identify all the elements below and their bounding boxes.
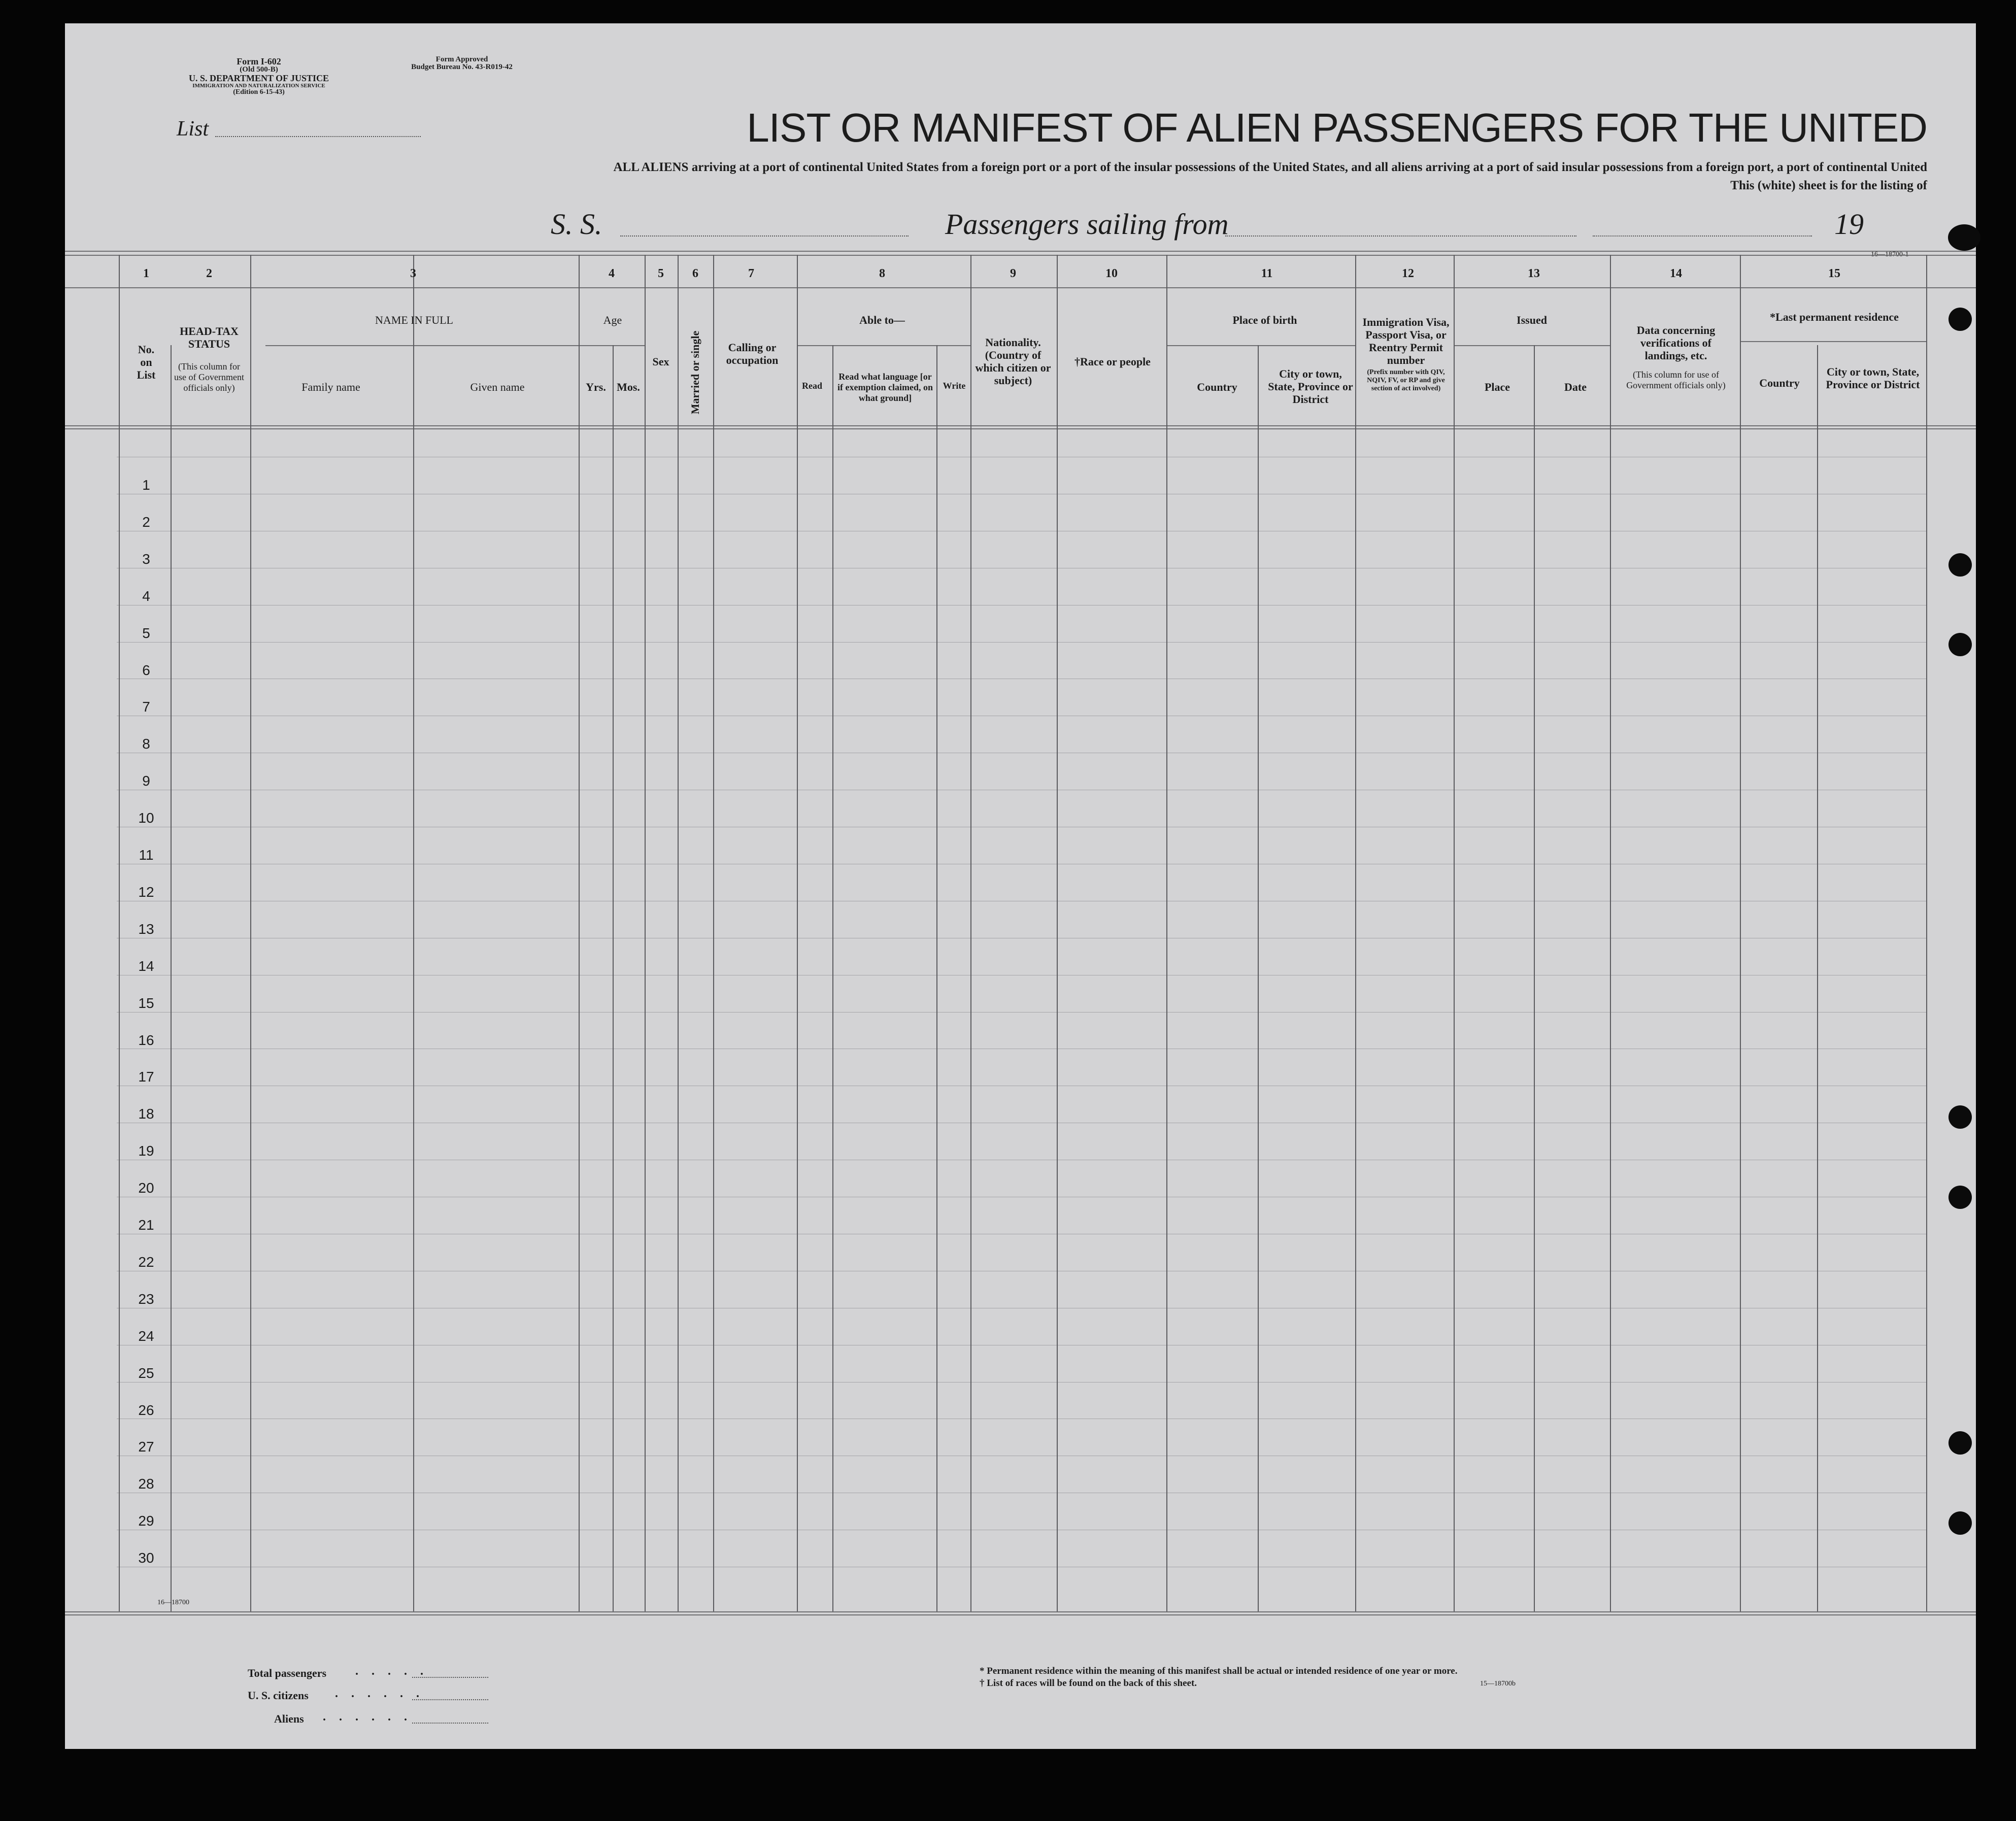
header-issued-date: Date xyxy=(1564,381,1587,393)
header-age: Age xyxy=(603,314,622,326)
aliens-text: Aliens xyxy=(274,1712,304,1725)
row-number: 3 xyxy=(142,551,150,567)
budget-bureau: Budget Bureau No. 43-R019-42 xyxy=(411,63,513,71)
row-number: 8 xyxy=(142,736,150,752)
column-divider xyxy=(1817,345,1818,1611)
header-visa-note: (Prefix number with QIV, NQIV, FV, or RP and give section of act involved) xyxy=(1367,368,1445,392)
column-divider xyxy=(1454,255,1455,1611)
old-form-number: (Old 500-B) xyxy=(240,65,278,74)
subheader-rule xyxy=(1740,341,1926,342)
row-number: 13 xyxy=(138,921,154,937)
row-number: 22 xyxy=(138,1254,154,1270)
header-yrs: Yrs. xyxy=(586,381,606,393)
row-number: 4 xyxy=(142,588,150,604)
row-number: 28 xyxy=(138,1476,154,1492)
form-code-b: 15—18700b xyxy=(1480,1680,1516,1688)
column-divider xyxy=(970,255,971,1611)
column-number-14: 14 xyxy=(1670,267,1682,280)
header-residence-country: Country xyxy=(1759,377,1800,389)
column-divider xyxy=(413,255,414,1611)
department-name: U. S. DEPARTMENT OF JUSTICE xyxy=(188,73,329,83)
header-birth-city: City or town, State, Province or District xyxy=(1268,367,1353,406)
column-number-13: 13 xyxy=(1528,267,1540,280)
header-name-in-full: NAME IN FULL xyxy=(375,314,453,326)
column-divider xyxy=(119,255,120,1611)
column-divider xyxy=(1057,255,1058,1611)
row-number: 19 xyxy=(138,1143,154,1159)
column-divider xyxy=(936,345,937,1611)
year-prefix: 19 xyxy=(1834,208,1864,241)
row-number: 14 xyxy=(138,958,154,974)
row-number: 5 xyxy=(142,625,150,641)
row-number: 12 xyxy=(138,884,154,900)
sailing-label: Passengers sailing from xyxy=(945,208,1229,241)
row-number: 7 xyxy=(142,699,150,715)
row-number: 9 xyxy=(142,773,150,789)
header-write: Write xyxy=(943,381,966,391)
row-number: 29 xyxy=(138,1513,154,1529)
header-given-name: Given name xyxy=(470,381,525,393)
header-data-note: (This column for use of Government officials only) xyxy=(1626,369,1726,390)
column-divider xyxy=(171,345,172,1611)
column-number-4: 4 xyxy=(609,267,615,280)
header-married: Married or single xyxy=(689,330,701,415)
column-divider xyxy=(579,255,580,1611)
header-head-tax-note: (This column for use of Government officials only) xyxy=(174,361,244,393)
footnote-races: † List of races will be found on the back of this sheet. xyxy=(980,1678,1197,1689)
form-approved: Form Approved xyxy=(435,55,488,63)
us-citizens-field[interactable] xyxy=(412,1688,488,1700)
header-calling: Calling or occupation xyxy=(726,341,779,366)
aliens-field[interactable] xyxy=(412,1711,488,1724)
header-place-of-birth: Place of birth xyxy=(1232,314,1297,326)
row-number: 17 xyxy=(138,1069,154,1085)
header-visa: Immigration Visa, Passport Visa, or Reentry Permit number xyxy=(1362,316,1450,366)
row-number: 11 xyxy=(139,847,154,863)
row-number: 25 xyxy=(138,1365,154,1381)
column-number-8: 8 xyxy=(879,267,885,280)
column-divider xyxy=(1258,345,1259,1611)
header-family-name: Family name xyxy=(301,381,360,393)
row-number: 10 xyxy=(138,810,154,826)
row-rule xyxy=(117,642,1926,643)
header-issued-place: Place xyxy=(1484,381,1510,393)
column-number-rule xyxy=(65,287,1976,288)
header-birth-country: Country xyxy=(1197,381,1237,393)
header-no-on-list: No. on List xyxy=(137,343,156,381)
column-divider xyxy=(613,345,614,1611)
us-citizens-text: U. S. citizens xyxy=(248,1689,309,1702)
service-name: IMMIGRATION AND NATURALIZATION SERVICE xyxy=(192,83,325,89)
row-number: 27 xyxy=(138,1439,154,1455)
header-head-tax: HEAD-TAX STATUS xyxy=(180,325,239,350)
column-number-6: 6 xyxy=(692,267,698,280)
column-divider xyxy=(678,255,679,1611)
header-nationality: Nationality. (Country of which citizen or subject) xyxy=(975,336,1051,387)
subheader-rule xyxy=(797,345,970,346)
header-last-residence: *Last permanent residence xyxy=(1770,311,1899,323)
header-able-to: Able to— xyxy=(859,314,905,326)
row-number: 26 xyxy=(138,1402,154,1418)
us-citizens-label xyxy=(248,1689,309,1702)
header-race: †Race or people xyxy=(1074,355,1151,368)
row-number: 6 xyxy=(142,662,150,678)
title-subline-2: This (white) sheet is for the listing of xyxy=(1730,179,1927,192)
row-number: 30 xyxy=(138,1550,154,1566)
column-number-1: 1 xyxy=(143,267,149,280)
header-read-what-language: Read what language [or if exemption claimed, on what ground] xyxy=(837,372,933,403)
total-passengers-label xyxy=(248,1667,326,1680)
title-subline-1: ALL ALIENS arriving at a port of continental United States from a foreign port or a port of the insular possessions of the United States, and all aliens arriving at a port of said insular possessions from a foreign port, a port of continental United xyxy=(613,160,1927,174)
column-divider xyxy=(1926,255,1927,1611)
column-divider xyxy=(1166,255,1167,1611)
row-number: 23 xyxy=(138,1291,154,1307)
column-number-11: 11 xyxy=(1261,267,1273,280)
column-number-12: 12 xyxy=(1402,267,1414,280)
table-bottom-rule xyxy=(65,1611,1976,1612)
row-number: 1 xyxy=(142,477,150,493)
subheader-rule xyxy=(579,345,645,346)
column-divider xyxy=(1534,345,1535,1611)
row-rule xyxy=(117,1012,1926,1013)
aliens-label xyxy=(274,1712,304,1726)
form-code-bottom: 16—18700 xyxy=(157,1599,189,1606)
row-number: 2 xyxy=(142,514,150,530)
header-bottom-rule-double xyxy=(65,428,1976,429)
row-number: 16 xyxy=(138,1032,154,1048)
header-issued: Issued xyxy=(1517,314,1547,326)
column-divider xyxy=(713,255,714,1611)
subheader-rule xyxy=(1454,345,1610,346)
row-number: 21 xyxy=(138,1217,154,1233)
top-rule-double xyxy=(65,255,1976,256)
column-divider xyxy=(1355,255,1356,1611)
page-title: LIST OR MANIFEST OF ALIEN PASSENGERS FOR THE UNITED xyxy=(747,105,1927,150)
ss-label: S. S. xyxy=(551,208,602,241)
list-label: List xyxy=(177,117,209,141)
column-number-5: 5 xyxy=(658,267,664,280)
column-number-9: 9 xyxy=(1010,267,1016,280)
top-rule xyxy=(65,251,1976,252)
header-mos: Mos. xyxy=(617,381,640,393)
row-number: 20 xyxy=(138,1180,154,1196)
column-divider xyxy=(832,345,833,1611)
dot-leader: . . . . . . xyxy=(335,1687,424,1700)
header-read: Read xyxy=(802,381,822,391)
header-bottom-rule xyxy=(65,425,1976,426)
column-divider xyxy=(250,255,251,1611)
table-bottom-rule-double xyxy=(65,1614,1976,1615)
edition: (Edition 6-15-43) xyxy=(233,88,285,96)
column-number-7: 7 xyxy=(748,267,754,280)
row-number: 24 xyxy=(138,1328,154,1344)
dot-leader: . . . . . xyxy=(355,1665,428,1678)
column-number-10: 10 xyxy=(1105,267,1118,280)
column-divider xyxy=(645,255,646,1611)
column-divider xyxy=(797,255,798,1611)
row-number: 18 xyxy=(138,1106,154,1122)
header-sex: Sex xyxy=(652,355,669,368)
footnote-residence: * Permanent residence within the meaning of this manifest shall be actual or intended residence of one year or more. xyxy=(980,1666,1458,1676)
column-divider xyxy=(1610,255,1611,1611)
subheader-rule xyxy=(265,345,579,346)
column-divider xyxy=(1740,255,1741,1611)
total-passengers-text: Total passengers xyxy=(248,1667,327,1679)
column-number-3: 3 xyxy=(410,267,416,280)
dot-leader: . . . . . . xyxy=(323,1710,412,1724)
total-passengers-field[interactable] xyxy=(412,1666,488,1678)
form-number: Form I-602 xyxy=(237,56,281,66)
header-residence-city: City or town, State, Province or District xyxy=(1826,365,1920,391)
column-number-15: 15 xyxy=(1828,267,1840,280)
header-data-concerning: Data concerning verifications of landings, etc. xyxy=(1636,324,1716,362)
row-number: 15 xyxy=(138,995,154,1011)
column-number-2: 2 xyxy=(206,267,212,280)
subheader-rule xyxy=(1166,345,1355,346)
